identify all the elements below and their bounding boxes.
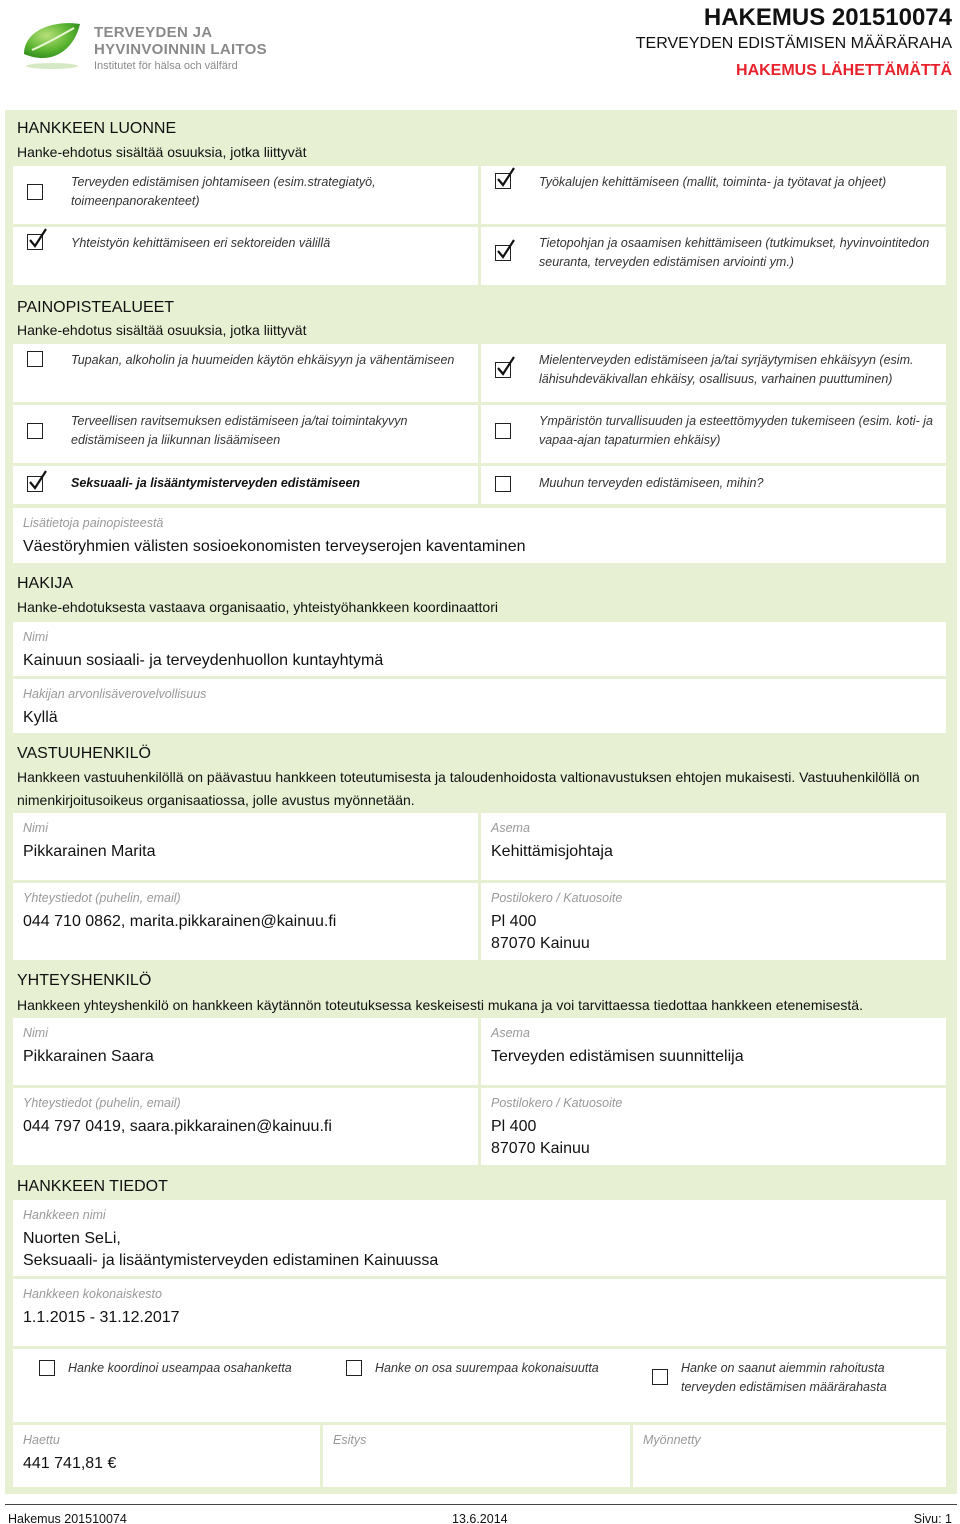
thl-leaf-icon — [18, 16, 88, 72]
section-title-luonne: HANKKEEN LUONNE — [17, 120, 177, 137]
checkmark-icon — [27, 229, 47, 249]
vastuu-osoite-field[interactable] — [481, 883, 946, 960]
option-2-label: Hanke on osa suurempaa kokonaisuutta — [375, 1361, 599, 1375]
application-subtitle: TERVEYDEN EDISTÄMISEN MÄÄRÄRAHA — [635, 35, 952, 52]
painopiste-item-6[interactable] — [481, 466, 946, 504]
luonne-item-2[interactable] — [481, 166, 946, 224]
section-subtitle-hakija: Hanke-ehdotuksesta vastaava organisaatio, yhteistyöhankkeen koordinaattori — [17, 599, 498, 615]
address-line-2: 87070 Kainuu — [491, 935, 590, 952]
field-value: Pikkarainen Saara — [23, 1048, 154, 1065]
painopiste-item-2[interactable] — [481, 344, 946, 402]
field-label: Yhteystiedot (puhelin, email) — [23, 891, 181, 905]
field-value: Kyllä — [23, 709, 58, 726]
luonne-item-3-label: Yhteistyön kehittämiseen eri sektoreiden välillä — [71, 236, 331, 250]
option-1-label: Hanke koordinoi useampaa osahanketta — [68, 1361, 292, 1375]
checkbox-unchecked[interactable] — [27, 351, 43, 367]
project-name-line-2: Seksuaali- ja lisääntymisterveyden edistaminen Kainuussa — [23, 1252, 439, 1269]
field-value — [23, 1228, 438, 1272]
painopiste-item-3-label: Terveellisen ravitsemuksen edistämiseen ja/tai toimintakyvyn edistämiseen ja liikunnan lisäämiseen — [71, 414, 408, 447]
application-status: HAKEMUS LÄHETTÄMÄTTÄ — [736, 62, 952, 79]
painopiste-item-3[interactable] — [13, 405, 478, 463]
logo-line-1: TERVEYDEN JA — [94, 24, 213, 41]
checkbox-unchecked[interactable] — [495, 476, 511, 492]
checkbox-unchecked[interactable] — [652, 1369, 668, 1385]
yhteys-osoite-field[interactable] — [481, 1088, 946, 1165]
field-label: Asema — [491, 821, 530, 835]
field-value: 044 797 0419, saara.pikkarainen@kainuu.fi — [23, 1118, 332, 1135]
checkbox-checked[interactable] — [495, 245, 511, 261]
address-line-2: 87070 Kainuu — [491, 1140, 590, 1157]
checkbox-unchecked[interactable] — [39, 1360, 55, 1376]
field-value: Kainuun sosiaali- ja terveydenhuollon kuntayhtymä — [23, 652, 384, 669]
painopiste-item-1-label: Tupakan, alkoholin ja huumeiden käytön ehkäisyyn ja vähentämiseen — [71, 353, 455, 367]
checkbox-unchecked[interactable] — [346, 1360, 362, 1376]
field-label: Postilokero / Katuosoite — [491, 891, 623, 905]
checkmark-icon — [495, 168, 515, 188]
luonne-item-4[interactable] — [481, 227, 946, 285]
painopiste-item-6-label: Muuhun terveyden edistämiseen, mihin? — [539, 476, 764, 490]
section-title-yhteys: YHTEYSHENKILÖ — [17, 972, 152, 989]
footer-application-id: Hakemus 201510074 — [8, 1512, 127, 1524]
tiedot-kesto-field[interactable] — [13, 1279, 946, 1346]
vastuu-nimi-field[interactable] — [13, 813, 478, 880]
footer-divider — [5, 1504, 957, 1505]
checkmark-icon — [495, 357, 515, 377]
checkbox-unchecked[interactable] — [27, 184, 43, 200]
myonnetty-field[interactable] — [633, 1425, 946, 1487]
haettu-field[interactable] — [13, 1425, 320, 1487]
painopiste-item-4-label: Ympäristön turvallisuuden ja esteettömyyden tukemiseen (esim. koti- ja vapaa-ajan tapaturmien ehkäisy) — [539, 414, 933, 447]
yhteys-yhteystiedot-field[interactable] — [13, 1088, 478, 1165]
luonne-item-3[interactable] — [13, 227, 478, 285]
tiedot-options-row — [13, 1349, 946, 1422]
field-label: Nimi — [23, 630, 48, 644]
hakija-alv-field[interactable] — [13, 679, 946, 733]
yhteys-asema-field[interactable] — [481, 1018, 946, 1085]
section-desc-vastuu: Hankkeen vastuuhenkilöllä on päävastuu hankkeen toteutumisesta ja taloudenhoidosta valtionavustuksen ehtojen mukaisesti. Vastuuhenkilöllä on nimenkirjoitusoikeus organisaatiossa, jolle avustus myönnetään. — [17, 769, 920, 808]
vastuu-yhteystiedot-field[interactable] — [13, 883, 478, 960]
checkbox-unchecked[interactable] — [495, 423, 511, 439]
field-value: Kehittämisjohtaja — [491, 843, 613, 860]
field-label: Esitys — [333, 1433, 367, 1447]
field-value — [491, 911, 590, 955]
section-title-painopiste: PAINOPISTEALUEET — [17, 299, 175, 316]
page-header — [0, 0, 960, 104]
address-line-1: Pl 400 — [491, 1118, 537, 1135]
project-name-line-1: Nuorten SeLi, — [23, 1230, 121, 1247]
thl-logo — [18, 16, 278, 72]
field-value: Terveyden edistämisen suunnittelija — [491, 1048, 744, 1065]
form-body — [5, 110, 957, 1494]
field-value: 1.1.2015 - 31.12.2017 — [23, 1309, 180, 1326]
section-title-hakija: HAKIJA — [17, 575, 74, 592]
thl-logo-text — [94, 24, 267, 75]
field-label: Yhteystiedot (puhelin, email) — [23, 1096, 181, 1110]
section-desc-yhteys: Hankkeen yhteyshenkilö on hankkeen käytännön toteutuksessa keskeisesti mukana ja voi tarvittaessa tiedottaa hankkeen etenemisestä. — [17, 997, 863, 1013]
footer-date: 13.6.2014 — [452, 1512, 508, 1524]
checkmark-icon — [495, 240, 515, 260]
painopiste-item-2-label: Mielenterveyden edistämiseen ja/tai syrjäytymisen ehkäisyyn (esim. lähisuhdeväkivallan ehkäisy, osallisuus, varhainen puuttuminen) — [539, 353, 914, 386]
field-value: Väestöryhmien välisten sosioekonomisten terveyserojen kaventaminen — [23, 538, 526, 555]
field-label: Hankkeen kokonaiskesto — [23, 1287, 162, 1301]
section-subtitle-luonne: Hanke-ehdotus sisältää osuuksia, jotka liittyvät — [17, 144, 307, 160]
field-label: Myönnetty — [643, 1433, 701, 1447]
field-label: Postilokero / Katuosoite — [491, 1096, 623, 1110]
painopiste-item-5-label: Seksuaali- ja lisääntymisterveyden edistämiseen — [71, 476, 361, 490]
header-titles — [636, 4, 952, 86]
field-label: Hakijan arvonlisäverovelvollisuus — [23, 687, 207, 701]
checkbox-checked[interactable] — [495, 362, 511, 378]
page-footer — [0, 1500, 960, 1524]
luonne-item-1[interactable] — [13, 166, 478, 224]
field-label: Hankkeen nimi — [23, 1208, 106, 1222]
logo-line-3: Institutet för hälsa och välfärd — [94, 60, 238, 72]
option-3-label: Hanke on saanut aiemmin rahoitusta terveyden edistämisen määrärahasta — [681, 1361, 887, 1394]
checkbox-checked[interactable] — [27, 476, 43, 492]
section-subtitle-painopiste: Hanke-ehdotus sisältää osuuksia, jotka liittyvät — [17, 322, 307, 338]
vastuu-asema-field[interactable] — [481, 813, 946, 880]
address-line-1: Pl 400 — [491, 913, 537, 930]
application-title: HAKEMUS 201510074 — [703, 4, 952, 31]
esitys-field[interactable] — [323, 1425, 630, 1487]
field-label: Nimi — [23, 1026, 48, 1040]
luonne-item-2-label: Työkalujen kehittämiseen (mallit, toiminta- ja työtavat ja ohjeet) — [539, 175, 887, 189]
checkbox-checked[interactable] — [27, 234, 43, 250]
painopiste-lisatietoja-field[interactable] — [13, 508, 946, 563]
yhteys-nimi-field[interactable] — [13, 1018, 478, 1085]
field-value: 441 741,81 € — [23, 1455, 117, 1472]
section-title-tiedot: HANKKEEN TIEDOT — [17, 1178, 168, 1195]
checkmark-icon — [27, 471, 47, 491]
painopiste-item-4[interactable] — [481, 405, 946, 463]
checkbox-unchecked[interactable] — [27, 423, 43, 439]
field-value — [491, 1116, 590, 1160]
tiedot-nimi-field[interactable] — [13, 1200, 946, 1276]
field-value: 044 710 0862, marita.pikkarainen@kainuu.fi — [23, 913, 337, 930]
field-label: Haettu — [23, 1433, 60, 1447]
logo-line-2: HYVINVOINNIN LAITOS — [94, 41, 267, 58]
checkbox-checked[interactable] — [495, 173, 511, 189]
section-title-vastuu: VASTUUHENKILÖ — [17, 745, 151, 762]
field-label: Nimi — [23, 821, 48, 835]
luonne-item-1-label: Terveyden edistämisen johtamiseen (esim.strategiatyö, toimeenpanorakenteet) — [71, 175, 376, 208]
footer-page-number: Sivu: 1 — [913, 1512, 952, 1524]
hakija-nimi-field[interactable] — [13, 622, 946, 676]
luonne-item-4-label: Tietopohjan ja osaamisen kehittämiseen (tutkimukset, hyvinvointitedon seuranta, terveyden edistämisen arviointi ym.) — [539, 236, 930, 269]
field-value: Pikkarainen Marita — [23, 843, 156, 860]
field-label: Lisätietoja painopisteestä — [23, 516, 164, 530]
painopiste-item-5[interactable] — [13, 466, 478, 504]
field-label: Asema — [491, 1026, 530, 1040]
painopiste-item-1[interactable] — [13, 344, 478, 402]
